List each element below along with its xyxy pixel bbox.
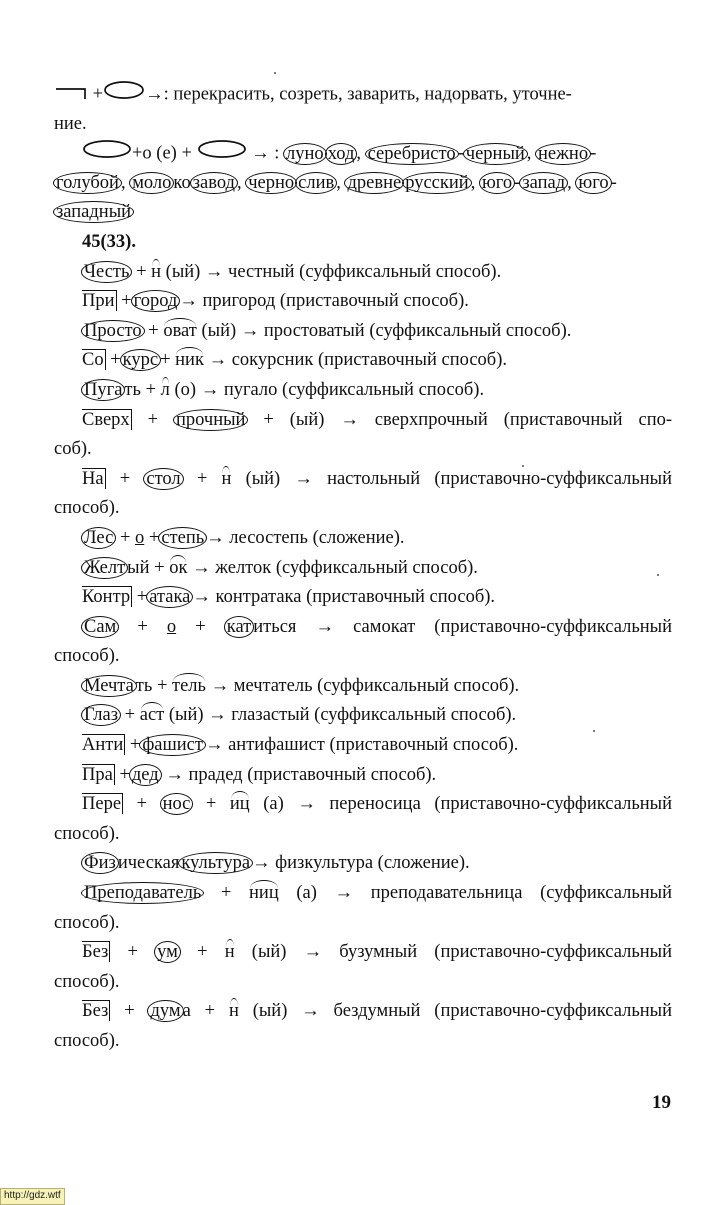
root: дум: [147, 1000, 183, 1022]
entry-text: → контратака (приставочный способ).: [192, 587, 496, 608]
root: нос: [160, 793, 194, 815]
entry-text: → самокат (приставочно-суффиксальный: [315, 616, 673, 637]
intro-line-4: голубой , моло ко завод , черно слив , древне русский , юго - запад , юго -: [54, 169, 672, 199]
root: прочный: [173, 409, 248, 431]
entry-line: При + город → пригород (приставочный способ).: [82, 291, 469, 312]
root: степь: [158, 527, 207, 549]
entry-text: (ый) → бузумный (приставочно-суффиксальный: [251, 942, 672, 963]
entry-continuation: способ).: [54, 912, 120, 933]
entry-text: (о) → пугало (суффиксальный способ).: [174, 379, 485, 400]
entry-line: На + стол + н (ый) → настольный (приставочно-суффиксальный: [54, 465, 672, 495]
entry-line: Без + дум а + н (ый) → бездумный (приставочно-суффиксальный: [54, 997, 672, 1027]
formula-linking: +о (е) +: [132, 143, 192, 164]
suffix: аст: [140, 701, 165, 731]
scan-speck: [522, 465, 524, 467]
root-word: древне: [344, 172, 404, 194]
entry-line: Желт ый + ок → желток (суффиксальный способ).: [54, 554, 672, 584]
prefix: При: [82, 291, 115, 312]
entry-continuation: способ).: [54, 646, 120, 667]
root: курс: [120, 349, 161, 371]
suffix: оват: [163, 317, 197, 347]
entry-text: → лесостепь (сложение).: [206, 527, 405, 548]
entry-continuation: соб).: [54, 439, 92, 460]
root-word: западный: [53, 201, 134, 223]
entry-continuation: способ).: [54, 823, 120, 844]
entry-text: → мечтатель (суффиксальный способ).: [210, 675, 520, 696]
ending: а: [182, 1001, 191, 1022]
entry-line: Честь + н (ый) → честный (суффиксальный способ).: [54, 258, 672, 288]
root-word: моло: [129, 172, 174, 194]
entry-text: → желток (суффиксальный способ).: [192, 557, 478, 578]
source-link[interactable]: http://gdz.wtf: [0, 1188, 65, 1205]
entry-text: (а) → преподавательница (суффиксальный: [296, 883, 672, 904]
root-word: серебристо: [365, 143, 459, 165]
formula-arrow: → :: [251, 143, 280, 164]
entry-text: (ый) → глазастый (суффиксальный способ).: [168, 705, 517, 726]
entry-line: Лес + о + степь → лесостепь (сложение).: [54, 524, 672, 554]
root: культура: [178, 852, 253, 874]
suffix: н: [225, 938, 235, 968]
scan-speck: [657, 574, 659, 576]
root-word: завод: [190, 172, 238, 194]
root: Просто: [81, 320, 145, 342]
entry-text: (ый) → простоватый (суффиксальный способ).: [201, 320, 572, 341]
suffix: н: [229, 997, 239, 1027]
suffix: л: [161, 376, 170, 406]
entry-text: (ый) → бездумный (приставочно-суффиксальный: [252, 1001, 672, 1022]
ending: ическая: [117, 853, 180, 874]
prefix: На: [82, 468, 104, 489]
entry-line: Контр + атака → контратака (приставочный способ).: [82, 587, 496, 608]
prefix: Контр: [82, 587, 131, 608]
intro-examples-1: : перекрасить, созреть, заварить, надорвать, уточне-: [163, 84, 572, 105]
entry-line: Мечта ть + тель → мечтатель (суффиксальный способ).: [54, 672, 672, 702]
page-number: 19: [652, 1092, 671, 1113]
root-symbol: [103, 80, 145, 111]
entry-continuation: способ).: [54, 498, 120, 519]
entry-line: Преподаватель + ниц (а) → преподавательница (суффиксальный: [54, 879, 672, 909]
intro-line-5: [54, 198, 672, 228]
prefix-symbol: [54, 81, 88, 111]
suffix: н: [221, 465, 231, 495]
suffix: иц: [230, 790, 250, 820]
entry-text: (ый) → настольный (приставочно-суффиксальный: [245, 468, 673, 489]
ending: ый: [127, 557, 150, 578]
root-word: голубой: [53, 172, 122, 194]
prefix: Пере: [82, 794, 122, 815]
entry-line: Пуга ть + л (о) → пугало (суффиксальный способ).: [54, 376, 672, 406]
link-vowel: о: [166, 616, 177, 637]
entry-text: (ый) → честный (суффиксальный способ).: [165, 261, 502, 282]
ending: иться: [253, 616, 297, 637]
intro-line-1: + →: перекрасить, созреть, заварить, надорвать, уточне-: [54, 80, 672, 110]
root-word: слив: [295, 172, 337, 194]
root-word: ход: [325, 143, 358, 165]
root-word: запад: [519, 172, 568, 194]
root: кат: [224, 616, 255, 638]
entry-text: → антифашист (приставочный способ).: [204, 735, 519, 756]
root: Глаз: [81, 704, 121, 726]
root-word: юго: [575, 172, 611, 194]
root: дед: [129, 764, 162, 786]
ending: ть: [124, 379, 141, 400]
entry-line: [54, 849, 672, 879]
entry-text: + (ый) → сверхпрочный (приставочный спо-: [263, 409, 673, 430]
root: город: [131, 290, 181, 312]
entry-line: Просто + оват (ый) → простоватый (суффиксальный способ).: [54, 317, 672, 347]
root-symbol: [82, 139, 132, 170]
root: Физ: [81, 852, 119, 874]
root-word: нежно: [535, 143, 591, 165]
root: Мечта: [81, 675, 137, 697]
root: Преподаватель: [81, 882, 204, 904]
scan-speck: [274, 72, 276, 74]
entry-text: → сокурсник (приставочный способ).: [208, 350, 507, 371]
scan-speck: [593, 730, 595, 732]
root-word: юго: [479, 172, 515, 194]
link-vowel: ко: [173, 172, 191, 193]
suffix: ник: [175, 346, 204, 376]
intro-line-2: ние.: [54, 113, 87, 134]
suffix: ок: [169, 554, 187, 584]
root-word: черно: [245, 172, 297, 194]
entry-line: Сверх + прочный + (ый) → сверхпрочный (приставочный спо-: [82, 409, 673, 430]
exercise-heading: 45(33).: [82, 231, 136, 252]
entry-line: Со + курс + ник → сокурсник (приставочный способ).: [54, 346, 672, 376]
entry-line: Анти + фашист → антифашист (приставочный способ).: [82, 735, 519, 756]
intro-line-3: +о (е) + → : луно ход , серебристо - черный , нежно -: [54, 139, 672, 169]
entry-text: → прадед (приставочный способ).: [165, 764, 437, 785]
root: Пуга: [81, 379, 125, 401]
ending: ть: [135, 675, 153, 696]
root: Желт: [81, 557, 128, 579]
entry-text: → пригород (приставочный способ).: [179, 291, 469, 312]
root-word: луно: [283, 143, 327, 165]
entry-continuation: способ).: [54, 1031, 120, 1051]
prefix: Без: [82, 942, 109, 963]
suffix: ниц: [249, 879, 279, 909]
root: фашист: [139, 734, 206, 756]
entry-line: Без + ум + н (ый) → бузумный (приставочно-суффиксальный: [54, 938, 672, 968]
entry-text: (а) → переносица (приставочно-суффиксальный: [263, 794, 673, 815]
prefix: Сверх: [82, 409, 130, 430]
entry-line: Пере + нос + иц (а) → переносица (приставочно-суффиксальный: [54, 790, 672, 820]
root-word: черный: [463, 143, 528, 165]
root: ум: [154, 941, 181, 963]
link-vowel: о: [135, 527, 145, 548]
entry-line: Сам + о + кат иться → самокат (приставочно-суффиксальный: [54, 613, 672, 643]
prefix: Без: [82, 1001, 109, 1022]
prefix: Пра: [82, 764, 113, 785]
root: Лес: [81, 527, 116, 549]
root: атака: [146, 586, 193, 608]
prefix: Анти: [82, 735, 124, 756]
root-symbol: [197, 139, 247, 170]
entry-line: Глаз + аст (ый) → глазастый (суффиксальный способ).: [54, 701, 672, 731]
entry-text: → физкультура (сложение).: [252, 853, 470, 874]
suffix: н: [151, 258, 161, 288]
root: стол: [143, 468, 183, 490]
entry-line: Пра + дед → прадед (приставочный способ).: [82, 764, 437, 785]
suffix: тель: [172, 672, 206, 702]
prefix: Со: [82, 350, 104, 371]
entry-continuation: способ).: [54, 971, 120, 992]
root-word: русский: [402, 172, 471, 194]
root: Сам: [81, 616, 119, 638]
root: Честь: [81, 261, 132, 283]
page-body: [54, 80, 672, 1057]
